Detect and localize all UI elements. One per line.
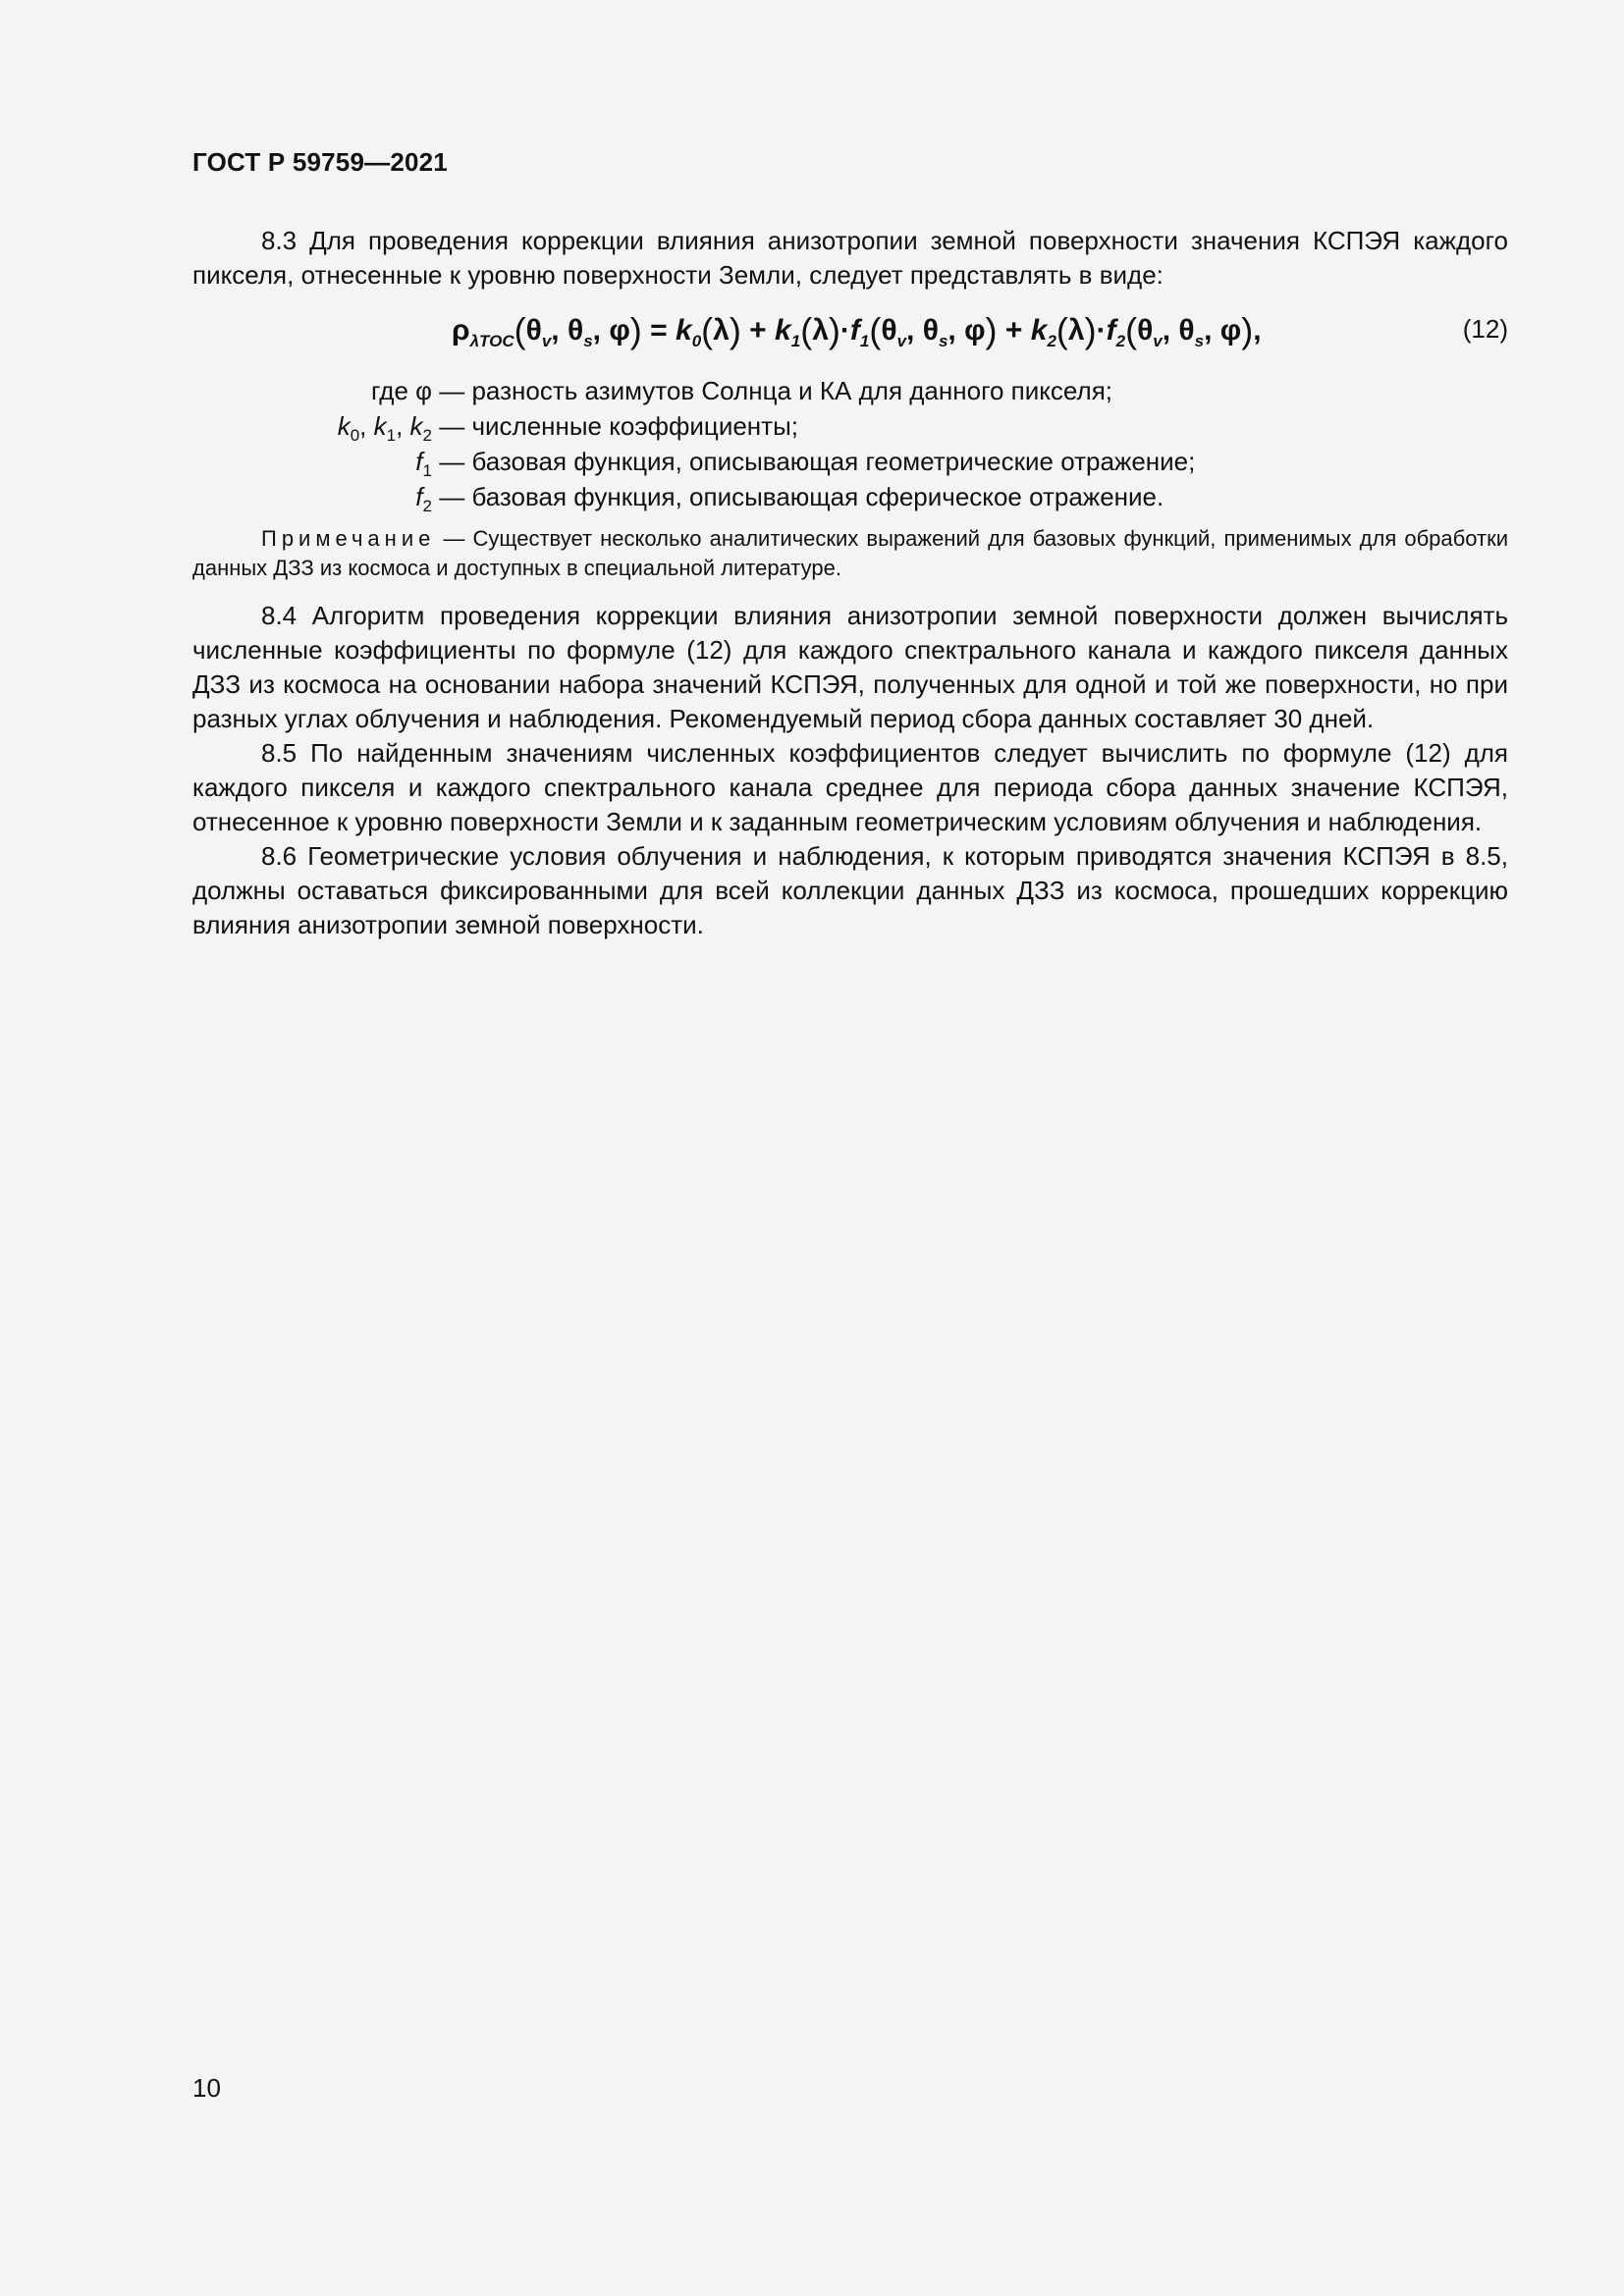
paragraphs-8-4-to-8-6 xyxy=(192,599,1508,942)
definition-f1-symbol: $f_1$ xyxy=(415,447,432,481)
definition-phi-symbol: где φ xyxy=(370,376,432,405)
paragraph-8-3-container xyxy=(192,224,1508,293)
definition-phi-text: — разность азимутов Солнца и КА для данного пикселя; xyxy=(432,376,1112,405)
definition-f2-text: — базовая функция, описывающая сферическое отражение. xyxy=(432,482,1164,511)
definition-f1-text: — базовая функция, описывающая геометрические отражение; xyxy=(432,447,1196,476)
note-label: Примечание xyxy=(261,526,436,551)
paragraph-8-5: 8.5 По найденным значениям численных коэффициентов следует вычислить по формуле (12) для каждого пикселя и каждого спектрального канала среднее для периода сбора данных значение КСПЭЯ, отнесенное к уровню поверхности Земли и к заданным геометрическим условиям облучения и наблюдения. xyxy=(192,738,1508,836)
definition-f2-symbol: $f_2$ xyxy=(415,482,432,516)
formula-12: $\rho_{\lambda TOC}(\theta_v$, $\theta_s$, $\varphi) = k_0(\lambda) + k_1(\lambda)\cdot f_1(\theta_v$, $\theta_s$, $\varphi) + k_2(\lambda)\cdot f_2(\theta_v$, $\theta_s$, φ), xyxy=(452,310,1262,350)
paragraph-8-4: 8.4 Алгоритм проведения коррекции влияния анизотропии земной поверхности должен вычислять численные коэффициенты по формуле (12) для каждого спектрального канала и каждого пикселя данных ДЗЗ из космоса на основании набора значений КСПЭЯ, полученных для одной и той же поверхности, но при разных углах облучения и наблюдения. Рекомендуемый период сбора данных составляет 30 дней. xyxy=(192,601,1508,733)
definition-k-text: — численные коэффициенты; xyxy=(432,411,798,441)
definition-k-symbol: $k_0$, $k_1$, $k_2$ xyxy=(337,411,432,446)
note xyxy=(192,524,1508,583)
formula-12-row xyxy=(192,310,1508,353)
definitions-list xyxy=(192,373,1195,514)
definition-f1 xyxy=(192,444,1195,479)
definition-phi xyxy=(192,373,1195,408)
document-header: ГОСТ Р 59759—2021 xyxy=(192,147,448,177)
definition-f2 xyxy=(192,479,1195,514)
page-number: 10 xyxy=(192,2073,221,2103)
formula-number: (12) xyxy=(1462,314,1508,344)
paragraph-8-6: 8.6 Геометрические условия облучения и наблюдения, к которым приводятся значения КСПЭЯ в 8.5, должны оставаться фиксированными для всей коллекции данных ДЗЗ из космоса, прошедших коррекцию влияния анизотропии земной поверхности. xyxy=(192,841,1508,939)
paragraph-8-3: 8.3 Для проведения коррекции влияния анизотропии земной поверхности значения КСПЭЯ каждого пикселя, отнесенные к уровню поверхности Земли, следует представлять в виде: xyxy=(192,226,1508,290)
note-text: — Существует несколько аналитических выражений для базовых функций, применимых для обработки данных ДЗЗ из космоса и доступных в специальной литературе. xyxy=(192,526,1508,580)
definition-k xyxy=(192,408,1195,444)
